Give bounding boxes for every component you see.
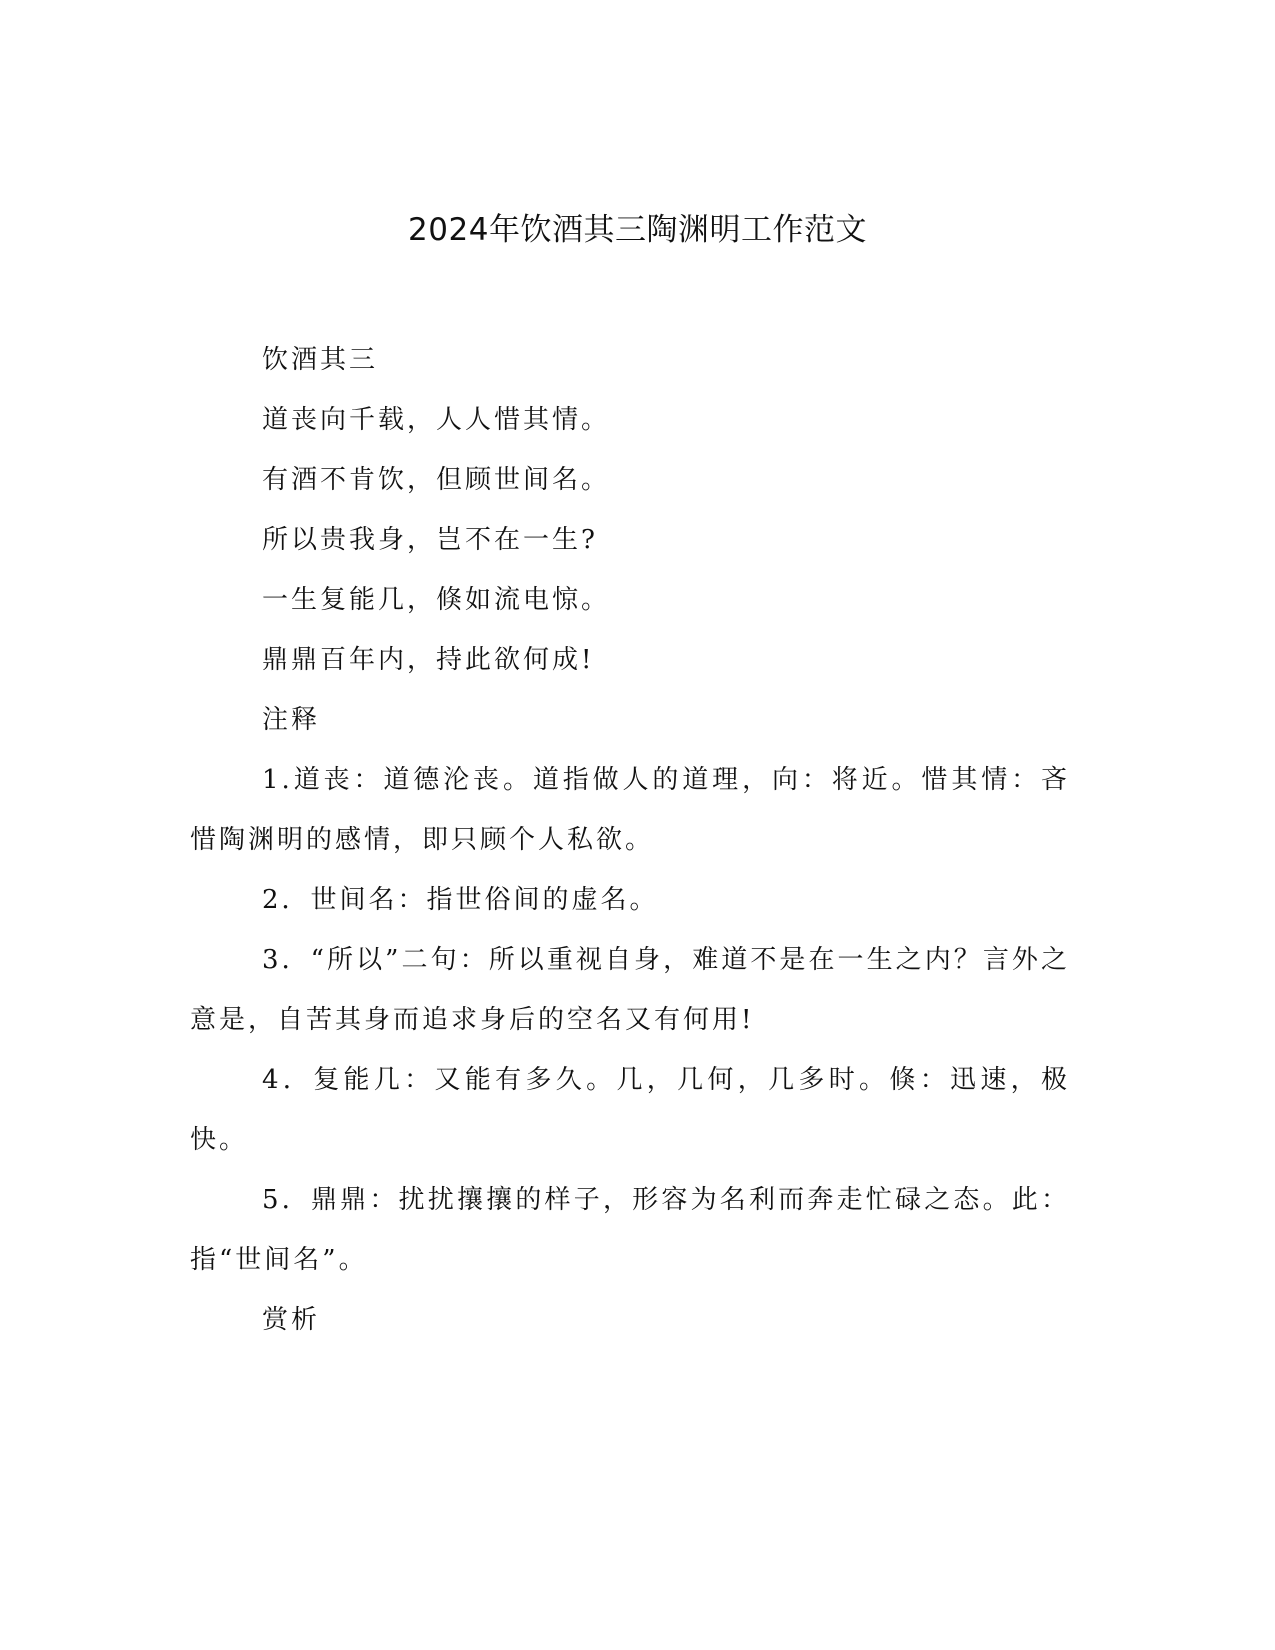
poem-line-1: 道丧向千载，人人惜其情。	[262, 405, 611, 435]
note-2: 2．世间名：指世俗间的虚名。	[262, 885, 659, 915]
note-5: 5．鼎鼎：扰扰攘攘的样子，形容为名利而奔走忙碌之态。此：指“世间名”。	[190, 1185, 1070, 1275]
poem-line-5: 鼎鼎百年内，持此欲何成!	[262, 645, 595, 675]
poem-line-3: 所以贵我身，岂不在一生?	[262, 525, 598, 555]
poem-line-4: 一生复能几，倏如流电惊。	[262, 585, 611, 615]
section-heading-appreciation: 赏析	[262, 1305, 321, 1335]
note-3: 3．“所以”二句：所以重视自身，难道不是在一生之内？言外之意是，自苦其身而追求身后的空名又有何用!	[190, 945, 1070, 1035]
poem-title: 饮酒其三	[262, 345, 379, 375]
document-title: 2024年饮酒其三陶渊明工作范文	[408, 212, 867, 248]
note-1: 1.道丧：道德沦丧。道指做人的道理，向：将近。惜其情：吝惜陶渊明的感情，即只顾个人私欲。	[190, 765, 1070, 855]
poem-line-2: 有酒不肯饮，但顾世间名。	[262, 465, 611, 495]
document-body	[190, 330, 1070, 1350]
section-heading-notes: 注释	[262, 705, 321, 735]
note-4: 4．复能几：又能有多久。几，几何，几多时。倏：迅速，极快。	[190, 1065, 1070, 1155]
